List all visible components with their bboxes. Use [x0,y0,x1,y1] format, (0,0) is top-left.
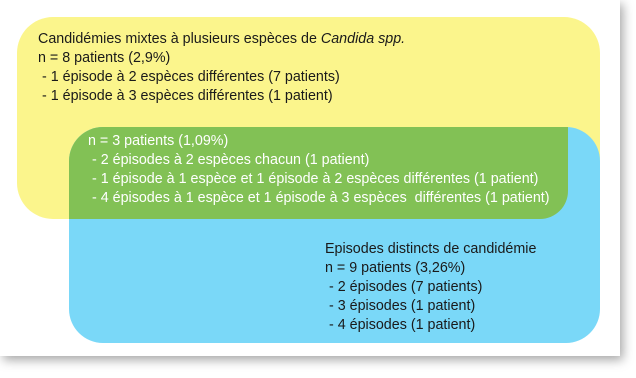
overlap-item: - 4 épisodes à 1 espèce et 1 épisode à 3 espèces différentes (1 patient) [88,190,550,206]
overlap-item: - 2 épisodes à 2 espèces chacun (1 patient) [88,152,370,168]
mixed-item: - 1 épisode à 3 espèces différentes (1 patient) [38,88,333,104]
distinct-episodes-text [325,240,536,335]
distinct-item: - 3 épisodes (1 patient) [325,298,476,314]
mixed-count: n = 8 patients (2,9%) [38,50,171,66]
overlap-text [88,132,550,208]
mixed-title-species: Candida spp. [320,31,406,47]
distinct-title: Episodes distincts de candidémie [325,241,537,257]
mixed-item: - 1 épisode à 2 espèces différentes (7 patients) [38,69,340,85]
overlap-count: n = 3 patients (1,09%) [88,133,229,149]
distinct-count: n = 9 patients (3,26%) [325,260,466,276]
overlap-item: - 1 épisode à 1 espèce et 1 épisode à 2 espèces différentes (1 patient) [88,171,539,187]
distinct-item: - 4 épisodes (1 patient) [325,317,476,333]
distinct-item: - 2 épisodes (7 patients) [325,279,483,295]
mixed-title-prefix: Candidémies mixtes à plusieurs espèces de [38,31,321,47]
mixed-title [38,30,405,49]
mixed-candidemia-text [38,30,405,106]
